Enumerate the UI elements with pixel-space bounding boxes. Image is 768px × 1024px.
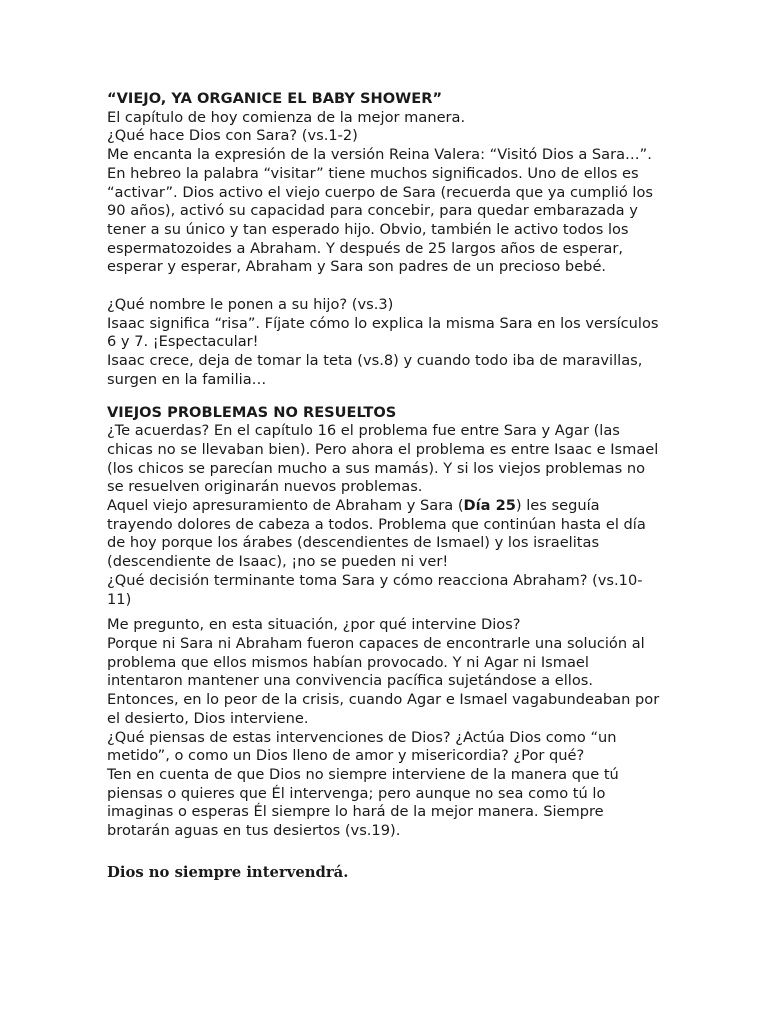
text-line: imaginas o esperas Él siempre lo hará de la mejor manera. Siempre (107, 803, 604, 821)
text-line: Me encanta la expresión de la versión Reina Valera: “Visitó Dios a Sara…”. (107, 146, 652, 164)
text-line: chicas no se llevaban bien). Pero ahora el problema es entre Isaac e Ismael (107, 440, 659, 458)
text-line: tener a su único y tan esperado hijo. Obvio, también le activo todos los (107, 220, 629, 238)
text-line-with-bold (107, 497, 667, 516)
inline-text: ) les seguía (515, 497, 600, 515)
bold-reference: Día 25 (463, 497, 516, 515)
text-line: esperar y esperar, Abraham y Sara son padres de un precioso bebé. (107, 258, 607, 276)
text-line: surgen en la familia… (107, 370, 267, 388)
document-page (107, 90, 667, 882)
text-line: ¿Qué hace Dios con Sara? (vs.1-2) (107, 127, 358, 145)
text-line: ¿Qué piensas de estas intervenciones de Dios? ¿Actúa Dios como “un (107, 728, 617, 746)
section-viejos-problemas (107, 404, 667, 610)
text-line: En hebreo la palabra “visitar” tiene muchos significados. Uno de ellos es (107, 164, 639, 182)
text-line: metido”, o como un Dios lleno de amor y misericordia? ¿Por qué? (107, 747, 585, 765)
text-line: piensas o quieres que Él intervenga; pero aunque no sea como tú lo (107, 784, 606, 802)
text-line: intentaron mantener una convivencia pacífica sujetándose a ellos. (107, 672, 594, 690)
text-line: ¿Qué decisión terminante toma Sara y cómo reacciona Abraham? (vs.10- (107, 571, 643, 589)
section-intervencion (107, 616, 667, 840)
text-line: espermatozoides a Abraham. Y después de 25 largos años de esperar, (107, 239, 624, 257)
text-line: ¿Te acuerdas? En el capítulo 16 el problema fue entre Sara y Agar (las (107, 422, 620, 440)
section-baby-shower (107, 90, 667, 277)
section-title: Dios no siempre intervendrá. (107, 863, 349, 881)
text-line: ¿Qué nombre le ponen a su hijo? (vs.3) (107, 296, 394, 314)
text-line: Ten en cuenta de que Dios no siempre interviene de la manera que tú (107, 765, 619, 783)
text-line: problema que ellos mismos habían provocado. Y ni Agar ni Ismael (107, 653, 589, 671)
text-line: Isaac significa “risa”. Fíjate cómo lo explica la misma Sara en los versículos (107, 314, 659, 332)
section-title: “VIEJO, YA ORGANICE EL BABY SHOWER” (107, 90, 443, 107)
section-dios-no-siempre (107, 864, 667, 883)
text-line: 11) (107, 590, 132, 608)
section-title: VIEJOS PROBLEMAS NO RESUELTOS (107, 403, 397, 421)
text-line: el desierto, Dios interviene. (107, 709, 309, 727)
text-line: Isaac crece, deja de tomar la teta (vs.8) y cuando todo iba de maravillas, (107, 352, 643, 370)
text-line: El capítulo de hoy comienza de la mejor manera. (107, 108, 466, 126)
text-line: de hoy porque los árabes (descendientes de Ismael) y los israelitas (107, 534, 600, 552)
text-line: (los chicos se parecían mucho a sus mamás). Y si los viejos problemas no (107, 459, 646, 477)
text-line: “activar”. Dios activo el viejo cuerpo de Sara (recuerda que ya cumplió los (107, 183, 654, 201)
text-line: (descendiente de Isaac), ¡no se pueden ni ver! (107, 553, 449, 571)
inline-text: Aquel viejo apresuramiento de Abraham y Sara ( (107, 497, 464, 515)
text-line: Me pregunto, en esta situación, ¿por qué intervine Dios? (107, 616, 521, 634)
text-line: Entonces, en lo peor de la crisis, cuando Agar e Ismael vagabundeaban por (107, 691, 660, 709)
text-line: brotarán aguas en tus desiertos (vs.19). (107, 822, 401, 840)
section-isaac (107, 296, 667, 390)
text-line: 6 y 7. ¡Espectacular! (107, 333, 259, 351)
text-line: 90 años), activó su capacidad para concebir, para quedar embarazada y (107, 202, 638, 220)
text-line: Porque ni Sara ni Abraham fueron capaces de encontrarle una solución al (107, 634, 645, 652)
text-line: trayendo dolores de cabeza a todos. Problema que continúan hasta el día (107, 515, 646, 533)
text-line: se resuelven originarán nuevos problemas. (107, 478, 423, 496)
